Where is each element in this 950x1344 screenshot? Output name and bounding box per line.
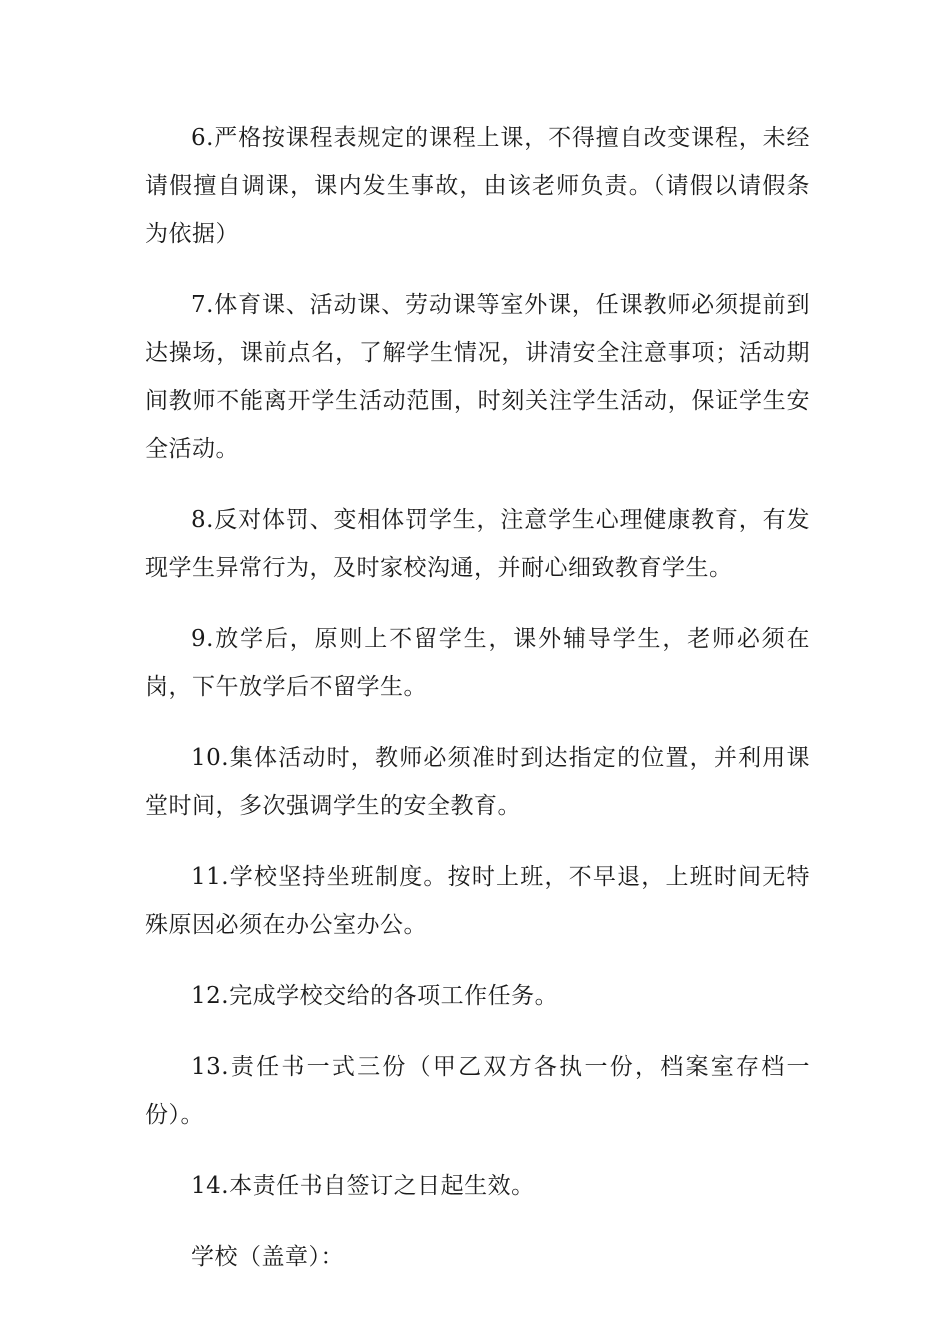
clause-10: 10.集体活动时，教师必须准时到达指定的位置，并利用课堂时间，多次强调学生的安全教育。 bbox=[145, 745, 810, 819]
school-seal-label: 学校（盖章）： bbox=[191, 1244, 344, 1270]
clause-14: 14.本责任书自签订之日起生效。 bbox=[191, 1173, 535, 1199]
clause-11: 11.学校坚持坐班制度。按时上班，不早退，上班时间无特殊原因必须在办公室办公。 bbox=[145, 864, 810, 938]
clause-8: 8.反对体罚、变相体罚学生，注意学生心理健康教育，有发现学生异常行为，及时家校沟通，并耐心细致教育学生。 bbox=[145, 507, 810, 581]
clause-13: 13.责任书一式三份（甲乙双方各执一份，档案室存档一份）。 bbox=[145, 1054, 810, 1128]
clause-12: 12.完成学校交给的各项工作任务。 bbox=[191, 983, 559, 1009]
clause-7: 7.体育课、活动课、劳动课等室外课，任课教师必须提前到达操场，课前点名，了解学生情况，讲清安全注意事项；活动期间教师不能离开学生活动范围，时刻关注学生活动，保证学生安全活动。 bbox=[145, 292, 810, 462]
clause-9: 9.放学后，原则上不留学生，课外辅导学生，老师必须在岗，下午放学后不留学生。 bbox=[145, 626, 810, 700]
document-body bbox=[145, 114, 810, 1281]
clause-6: 6.严格按课程表规定的课程上课，不得擅自改变课程，未经请假擅自调课，课内发生事故，由该老师负责。（请假以请假条为依据） bbox=[145, 125, 810, 247]
